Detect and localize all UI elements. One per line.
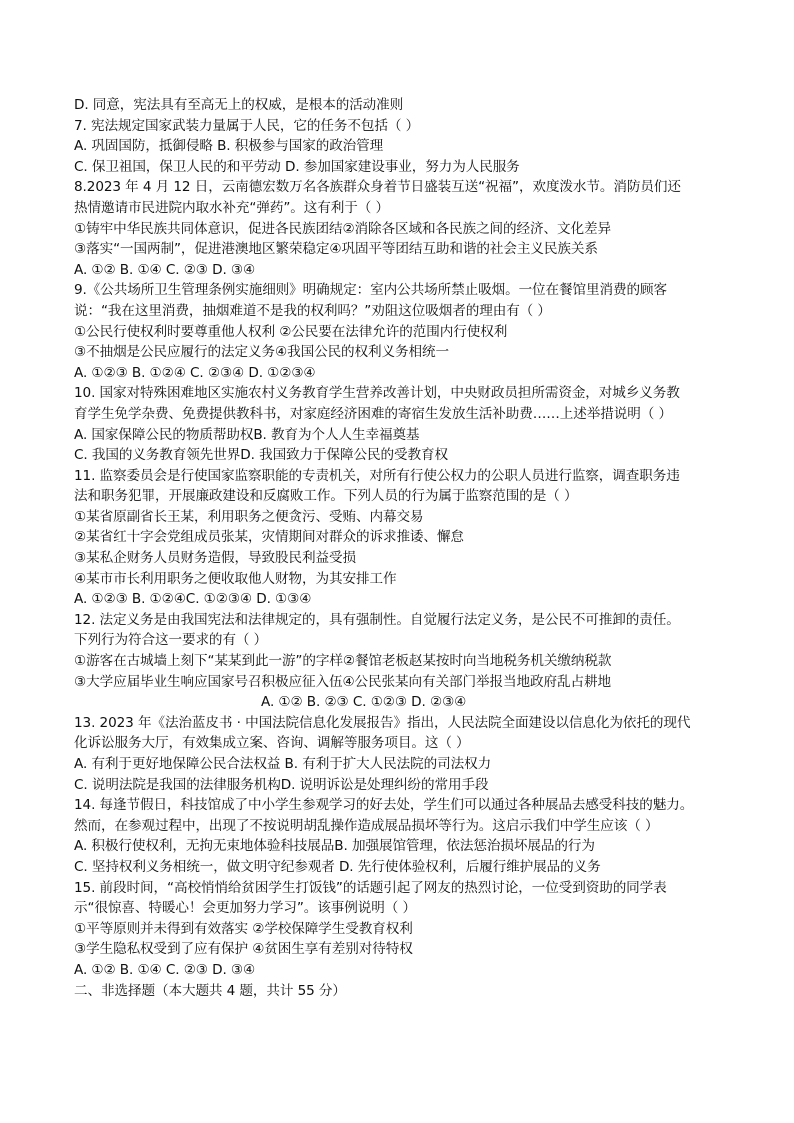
text-line: C. 坚持权利义务相统一，做文明守纪参观者 D. 先行使体验权利，后履行维护展品的义务 (74, 858, 601, 875)
question-15-stem-cont: 示“很惊喜、特暖心！会更加努力学习”。该事例说明（ ） (74, 900, 416, 917)
text-line: ①公民行使权利时要尊重他人权利 ②公民要在法律允许的范围内行使权利 (74, 323, 508, 340)
text-line: A. ①② B. ①④ C. ②③ D. ③④ (74, 261, 256, 278)
question-7-stem: 7. 宪法规定国家武装力量属于人民，它的任务不包括（ ） (74, 117, 420, 134)
question-8-stem: 8.2023 年 4 月 12 日，云南德宏数万名各族群众身着节日盛装互送“祝福”，欢度泼水节。消防员们还 (74, 179, 681, 196)
text-line: A. ①② B. ②③ C. ①②③ D. ②③④ (261, 694, 467, 711)
question-11-stem-cont: 法和职务犯罪，开展廉政建设和反腐败工作。下列人员的行为属于监察范围的是（ ） (74, 488, 578, 505)
text-line: ②某省红十字会党组成员张某，灾情期间对群众的诉求推诿、懈怠 (74, 529, 464, 546)
text-line: A. 有利于更好地保障公民合法权益 B. 有利于扩大人民法院的司法权力 (74, 756, 492, 772)
text-line: ③落实“一国两制”，促进港澳地区繁荣稳定④巩固平等团结互助和谐的社会主义民族关系 (74, 241, 598, 258)
text-line: ③大学应届毕业生响应国家号召积极应征入伍④公民张某向有关部门举报当地政府乱占耕地 (74, 673, 611, 690)
text-line: A. ①②③ B. ①②④C. ①②③④ D. ①③④ (74, 591, 312, 608)
question-text-block (74, 95, 774, 1001)
text-line: A. 国家保障公民的物质帮助权B. 教育为个人人生幸福奠基 (74, 426, 420, 443)
question-11-stem: 11. 监察委员会是行使国家监察职能的专责机关，对所有行使公权力的公职人员进行监察，调查职务违 (74, 467, 680, 484)
text-line: ①铸牢中华民族共同体意识，促进各民族团结②消除各区域和各民族之间的经济、文化差异 (74, 220, 611, 237)
question-12-stem: 12. 法定义务是由我国宪法和法律规定的，具有强制性。自觉履行法定义务，是公民不可推卸的责任。 (74, 611, 680, 628)
question-15-stem: 15. 前段时间，“高校悄悄给贫困学生打饭钱”的话题引起了网友的热烈讨论，一位受到资助的同学表 (74, 879, 667, 896)
question-12-stem-cont: 下列行为符合这一要求的有（ ） (74, 632, 268, 649)
question-10-stem-cont: 育学生免学杂费、免费提供教科书，对家庭经济困难的寄宿生发放生活补助费……上述举措说明（ ） (74, 405, 672, 422)
question-9-stem-cont: 说：“我在这里消费，抽烟难道不是我的权利吗？”劝阻这位吸烟者的理由有（ ） (74, 302, 551, 319)
text-line: D. 同意，宪法具有至高无上的权威，是根本的活动准则 (74, 97, 404, 113)
question-8-stem-cont: 热情邀请市民进院内取水补充“弹药”。这有利于（ ） (74, 199, 389, 216)
text-line: ③学生隐私权受到了应有保护 ④贫困生享有差别对待特权 (74, 941, 413, 958)
text-line: A. 巩固国防，抵御侵略 B. 积极参与国家的政治管理 (74, 138, 384, 155)
text-line: A. ①②③ B. ①②④ C. ②③④ D. ①②③④ (74, 364, 316, 381)
question-13-stem: 13. 2023 年《法治蓝皮书 · 中国法院信息化发展报告》指出，人民法院全面建设以信息化为依托的现代 (74, 714, 691, 731)
text-line: C. 我国的义务教育领先世界D. 我国致力于保障公民的受教育权 (74, 447, 448, 464)
text-line: ③某私企财务人员财务造假，导致股民利益受损 (74, 550, 356, 567)
text-line: ①平等原则并未得到有效落实 ②学校保障学生受教育权利 (74, 920, 413, 937)
question-13-stem-cont: 化诉讼服务大厅，有效集成立案、咨询、调解等服务项目。这（ ） (74, 735, 470, 752)
text-line: A. 积极行使权利，无拘无束地体验科技展品B. 加强展馆管理，依法惩治损坏展品的行为 (74, 838, 595, 855)
text-line: A. ①② B. ①④ C. ②③ D. ③④ (74, 961, 256, 978)
question-10-stem: 10. 国家对特殊困难地区实施农村义务教育学生营养改善计划，中央财政员担所需资金，对城乡义务教 (74, 385, 680, 402)
section-heading: 二、非选择题（本大题共 4 题，共计 55 分） (74, 982, 346, 999)
text-line: C. 说明法院是我国的法律服务机构D. 说明诉讼是处理纠纷的常用手段 (74, 776, 489, 793)
question-14-stem: 14. 每逢节假日，科技馆成了中小学生参观学习的好去处，学生们可以通过各种展品去感受科技的魅力。 (74, 797, 694, 814)
text-line: ④某市市长利用职务之便收取他人财物，为其安排工作 (74, 570, 397, 587)
question-14-stem-cont: 然而，在参观过程中，出现了不按说明胡乱操作造成展品损坏等行为。这启示我们中学生应该（ ） (74, 817, 659, 834)
question-9-stem: 9.《公共场所卫生管理条例实施细则》明确规定：室内公共场所禁止吸烟。一位在餐馆里消费的顾客 (74, 282, 667, 299)
text-line: ③不抽烟是公民应履行的法定义务④我国公民的权利义务相统一 (74, 344, 450, 361)
text-line: ①游客在古城墙上刻下“某某到此一游”的字样②餐馆老板赵某按时向当地税务机关缴纳税款 (74, 653, 612, 670)
text-line: C. 保卫祖国，保卫人民的和平劳动 D. 参加国家建设事业，努力为人民服务 (74, 158, 520, 175)
text-line: ①某省原副省长王某，利用职务之便贪污、受贿、内幕交易 (74, 508, 424, 525)
